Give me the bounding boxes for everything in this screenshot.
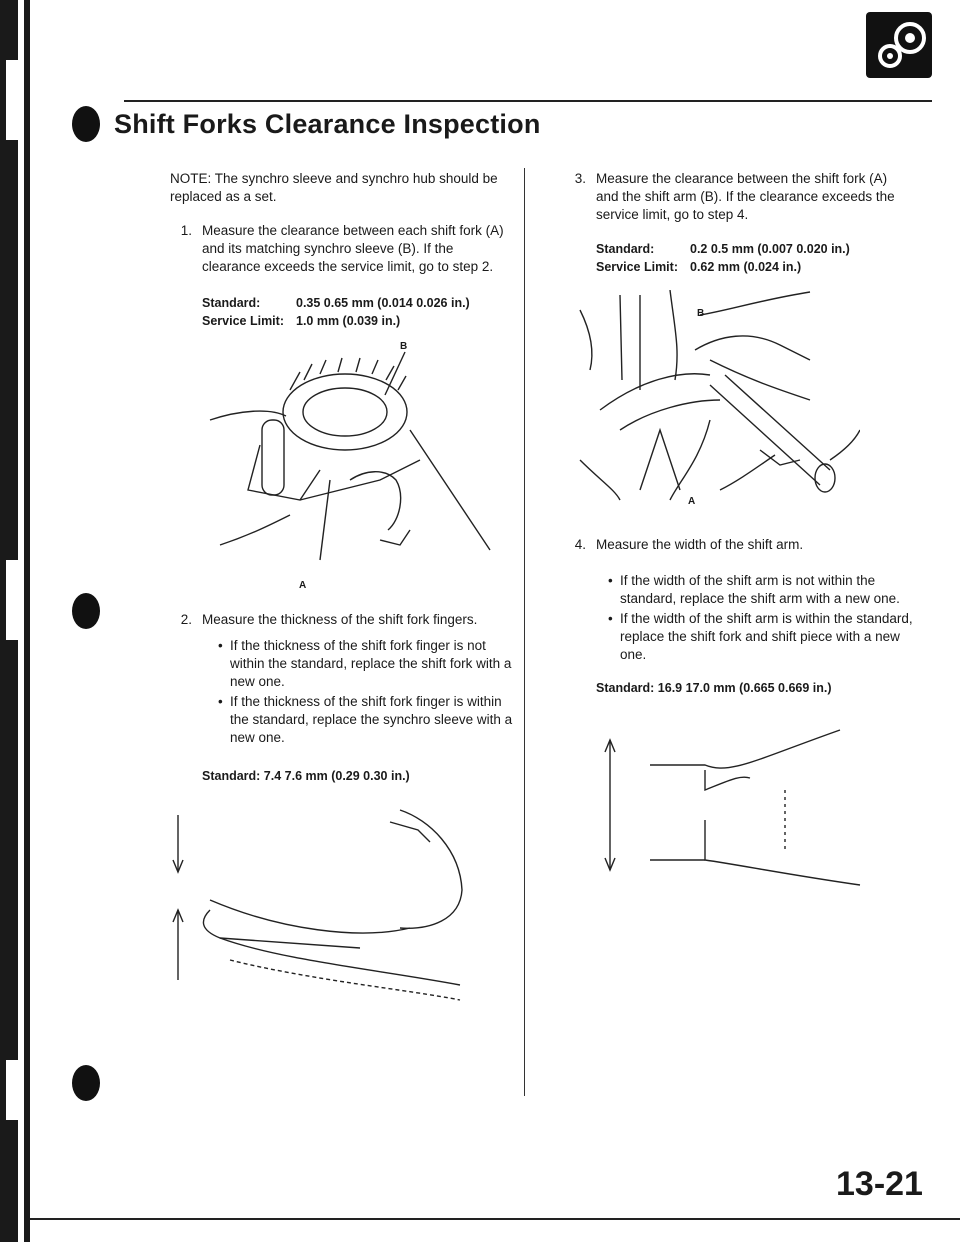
standard-value: 0.2 0.5 mm (0.007 0.020 in.) xyxy=(690,242,850,256)
binding-spine-inner xyxy=(24,0,30,1242)
standard-spec: Standard: 7.4 7.6 mm (0.29 0.30 in.) xyxy=(202,769,410,783)
step-number: 4. xyxy=(574,537,586,552)
spine-notch xyxy=(6,1060,18,1120)
bullet-item xyxy=(620,610,913,664)
standard-spec: Standard: 16.9 17.0 mm (0.665 0.669 in.) xyxy=(596,681,832,695)
service-limit-label: Service Limit: xyxy=(596,260,678,274)
page-number: 13-21 xyxy=(836,1165,923,1203)
step3-line: service limit, go to step 4. xyxy=(596,207,749,222)
bullet-item xyxy=(620,572,900,608)
header-rule xyxy=(124,100,932,102)
figure-label-a: A xyxy=(688,496,696,507)
step1-line: Measure the clearance between each shift fork (A) xyxy=(202,223,504,238)
section-title: Shift Forks Clearance Inspection xyxy=(114,109,541,139)
step4-text: Measure the width of the shift arm. xyxy=(596,537,804,552)
standard-label: Standard: xyxy=(202,296,261,310)
step2-text: Measure the thickness of the shift fork fingers. xyxy=(202,612,478,627)
step3-line: Measure the clearance between the shift fork (A) xyxy=(596,171,888,186)
spine-notch xyxy=(6,560,18,640)
spine-notch xyxy=(6,60,18,140)
service-limit-value: 1.0 mm (0.039 in.) xyxy=(296,314,401,328)
figure-label-b: B xyxy=(697,308,705,319)
margin-tab-marker xyxy=(72,106,100,142)
step-number: 3. xyxy=(574,171,586,186)
margin-tab-marker xyxy=(72,1065,100,1101)
shift-arm-clearance-illustration xyxy=(560,290,860,520)
bullet-line: • If the width of the shift arm is within the standard, xyxy=(620,611,913,626)
figure-label-b: B xyxy=(400,341,408,352)
step1-line: and its matching synchro sleeve (B). If the xyxy=(202,241,454,256)
figure-label-a: A xyxy=(299,580,307,591)
synchro-sleeve-fork-illustration xyxy=(200,350,500,590)
step3-line: and the shift arm (B). If the clearance exceeds the xyxy=(596,189,895,204)
bullet-line: replace the shift fork and shift piece with a new xyxy=(620,629,900,644)
bullet-line: • If the thickness of the shift fork finger is within xyxy=(230,694,502,709)
transmission-gears-icon xyxy=(866,12,932,78)
bullet-line: • If the width of the shift arm is not within the xyxy=(620,573,876,588)
bullet-line: the standard, replace the synchro sleeve with a xyxy=(230,712,513,727)
step1-line: clearance exceeds the service limit, go to step 2. xyxy=(202,259,494,274)
bullet-item xyxy=(230,693,512,747)
service-limit-value: 0.62 mm (0.024 in.) xyxy=(690,260,802,274)
service-limit-label: Service Limit: xyxy=(202,314,284,328)
bullet-line: standard, replace the shift arm with a new one. xyxy=(620,591,900,606)
bullet-line: • If the thickness of the shift fork finger is not xyxy=(230,638,486,653)
footer-rule xyxy=(30,1218,960,1220)
shift-arm-width-illustration xyxy=(590,720,870,890)
bullet-line: new one. xyxy=(230,730,285,745)
standard-value: 0.35 0.65 mm (0.014 0.026 in.) xyxy=(296,296,470,310)
column-divider xyxy=(524,168,525,1096)
bullet-line: one. xyxy=(620,647,647,662)
bullet-line: new one. xyxy=(230,674,285,689)
note-text: NOTE: The synchro sleeve and synchro hub should be replaced as a set. xyxy=(170,171,498,204)
step-number: 1. xyxy=(180,223,192,238)
margin-tab-marker xyxy=(72,593,100,629)
standard-label: Standard: xyxy=(596,242,655,256)
shift-fork-finger-illustration xyxy=(160,800,490,1010)
bullet-line: within the standard, replace the shift fork with a xyxy=(230,656,512,671)
bullet-item xyxy=(230,637,511,691)
step-number: 2. xyxy=(180,612,192,627)
